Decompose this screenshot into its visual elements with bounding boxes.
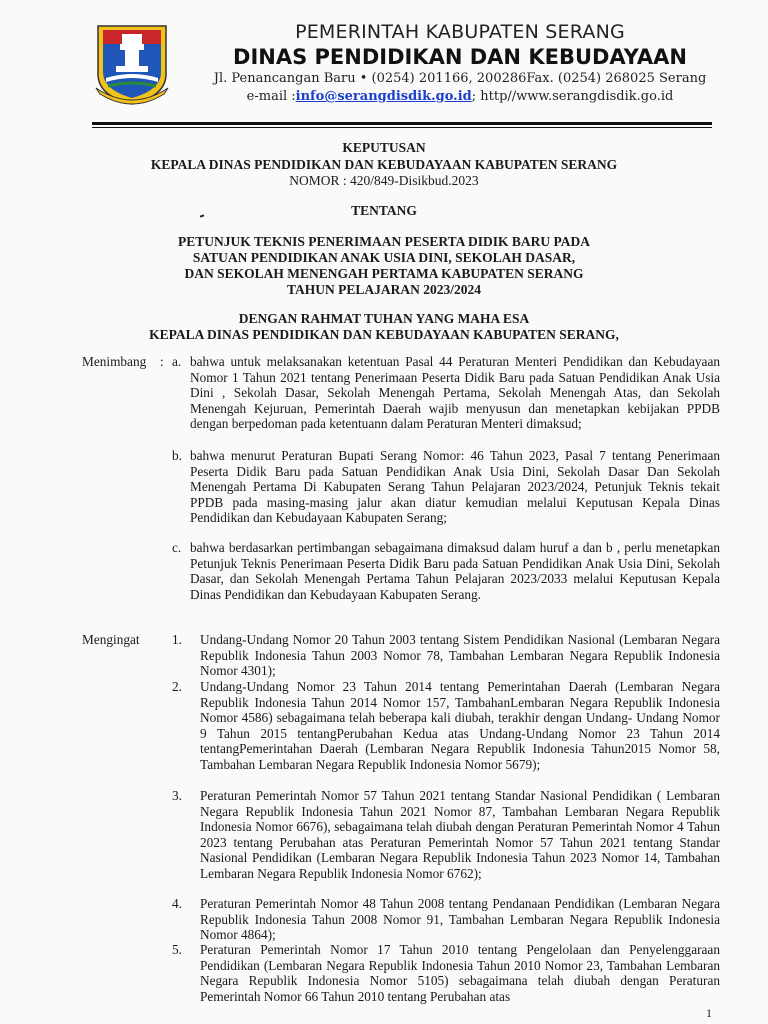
mengingat-item-1 [172, 632, 720, 679]
decree-number: NOMOR : 420/849-Disikbud.2023 [289, 173, 479, 188]
website-text: ; http//www.serangdisdik.go.id [471, 89, 674, 104]
item-text: Undang-Undang Nomor 20 Tahun 2003 tentang Sistem Pendidikan Nasional (Lembaran Negara Republik Indonesia Tahun 2003 Nomor 78, Tambahan Lembaran Negara Republik Indonesia Nomor 4301); [200, 632, 720, 679]
menimbang-colon: : [160, 354, 164, 369]
letterhead-text [180, 20, 740, 106]
item-text: bahwa untuk melaksanakan ketentuan Pasal 44 Peraturan Menteri Pendidikan dan Kebudayaan Nomor 1 Tahun 2021 tentang Penerimaan Peserta Didik Baru pada Satuan Pendidikan Anak Usia Dini , Sekolah Dasar, Sekolah Menengah Pertama, Sekolah Menengah Atas, dan Sekolah Menengah Kejuruan, Pemerintah Daerah wajib menyusun dan menetapkan kebijakan PPDB dengan berpedoman pada ketentuann dalam Peraturan Menteri dimaksud; [190, 354, 720, 432]
item-marker: a. [172, 354, 182, 369]
subject-line-4: TAHUN PELAJARAN 2023/2024 [286, 282, 481, 297]
item-text: Peraturan Pemerintah Nomor 57 Tahun 2021 tentang Standar Nasional Pendidikan ( Lembaran Negara Republik Indonesia Tahun 2021 Nomor 87, Tambahan Lembaran Negara Republik Indonesia Nomor 6676), sebagaimana telah diubah dengan Peraturan Pemerintah Nomor 4 Tahun 2023 tentang Perubahan atas Peraturan Pemerintah Nomor 57 Tahun 2021 tentang Standar Nasional Pendidikan (Lembaran Negara Republik Indonesia Tahun 2023 Nomor 14, Tambahan Lembaran Negara Republik Indonesia Nomor 6762); [200, 788, 720, 881]
item-text: Undang-Undang Nomor 23 Tahun 2014 tentang Pemerintahan Daerah (Lembaran Negara Republik Indonesia Tahun 2014 Nomor 157, TambahanLembaran Negara Republik Indonesia Nomor 4586) sebagaimana telah beberapa kali diubah, terakhir dengan Undang- Undang Nomor 9 Tahun 2015 tentangPerubahan Kedua atas Undang-Undang Nomor 23 Tahun 2014 tentangPemerintahan Daerah (Lembaran Negara Republik Indonesia Tahun2015 Nomor 58, Tambahan Lembaran Negara Republik Indonesia Nomor 5679); [200, 679, 720, 772]
menimbang-section [82, 354, 722, 620]
item-text: bahwa menurut Peraturan Bupati Serang Nomor: 46 Tahun 2023, Pasal 7 tentang Penerimaan Peserta Didik Baru pada Satuan Pendidikan Anak Usia Dini, Sekolah Dasar Dan Sekolah Menengah Pertama Di Kabupaten Serang Tahun Pelajaran 2023/2024, Petunjuk Teknis tekait PPDB pada masing-masing jalur akan diatur kemudian melalui Keputusan Kepala Dinas Pendidikan dan Kebudayaan Kabupaten Serang; [190, 448, 720, 526]
email-link[interactable]: info@serangdisdik.go.id [295, 89, 472, 104]
header-rule-thin [92, 127, 712, 128]
decree-type: KEPUTUSAN [342, 140, 426, 155]
mengingat-item-2 [172, 679, 720, 773]
header-rule-thick [92, 122, 712, 125]
office-address: Jl. Penancangan Baru • (0254) 201166, 200286Fax. (0254) 268025 Serang [213, 71, 707, 86]
menimbang-item-b [172, 448, 720, 526]
mengingat-section [82, 632, 722, 1004]
item-text: bahwa berdasarkan pertimbangan sebagaimana dimaksud dalam huruf a dan b , perlu menetapkan Petunjuk Teknis Penerimaan Peserta Didik Baru pada Satuan Pendidikan Anak Usia Dini, Sekolah Dasar, dan Sekolah Menengah Pertama Tahun Pelajaran 2023/2033 melalui Keputusan Kepala Dinas Pendidikan dan Kebudayaan Kabupaten Serang. [190, 540, 720, 602]
menimbang-item-a [172, 354, 720, 432]
subject-line-2: SATUAN PENDIDIKAN ANAK USIA DINI, SEKOLAH DASAR, [192, 250, 576, 265]
item-marker: 4. [172, 896, 182, 911]
mengingat-item-4 [172, 896, 720, 943]
subject-line-3: DAN SEKOLAH MENENGAH PERTAMA KABUPATEN SERANG [184, 266, 584, 281]
menimbang-item-c [172, 540, 720, 602]
item-text: Peraturan Pemerintah Nomor 48 Tahun 2008 tentang Pendanaan Pendidikan (Lembaran Negara Republik Indonesia Tahun 2008 Nomor 91, Tambahan Lembaran Negara Republik Indonesia Nomor 4864); [200, 896, 720, 943]
department-name: DINAS PENDIDIKAN DAN KEBUDAYAAN [233, 45, 687, 69]
item-marker: b. [172, 448, 182, 463]
menimbang-label: Menimbang [82, 354, 147, 369]
preamble-line-2: KEPALA DINAS PENDIDIKAN DAN KEBUDAYAAN KABUPATEN SERANG, [149, 327, 619, 342]
item-marker: c. [172, 540, 182, 555]
email-prefix: e-mail : [246, 89, 296, 104]
item-marker: 2. [172, 679, 182, 694]
about-label: TENTANG [351, 203, 417, 218]
decree-issuer: KEPALA DINAS PENDIDIKAN DAN KEBUDAYAAN KABUPATEN SERANG [150, 157, 618, 172]
letterhead [0, 0, 768, 130]
government-name: PEMERINTAH KABUPATEN SERANG [295, 21, 625, 43]
subject-line-1: PETUNJUK TEKNIS PENERIMAAN PESERTA DIDIK BARU PADA [177, 234, 591, 249]
contact-line [180, 88, 740, 106]
mengingat-label: Mengingat [82, 632, 140, 647]
preamble-line-1: DENGAN RAHMAT TUHAN YANG MAHA ESA [238, 311, 530, 326]
kabupaten-serang-emblem-icon [92, 22, 172, 106]
item-marker: 3. [172, 788, 182, 803]
item-text: Peraturan Pemerintah Nomor 17 Tahun 2010 tentang Pengelolaan dan Penyelenggaraan Pendidikan (Lembaran Negara Republik Indonesia Tahun 2010 Nomor 23, Tambahan Lembaran Negara Republik Indonesia Nomor 5105) sebagaimana telah diubah dengan Peraturan Pemerintah Nomor 66 Tahun 2010 tentang Perubahan atas [200, 942, 720, 1004]
mengingat-item-5 [172, 942, 720, 1004]
item-marker: 5. [172, 942, 182, 957]
item-marker: 1. [172, 632, 182, 647]
mengingat-item-3 [172, 788, 720, 882]
page-number: 1 [706, 1006, 712, 1020]
